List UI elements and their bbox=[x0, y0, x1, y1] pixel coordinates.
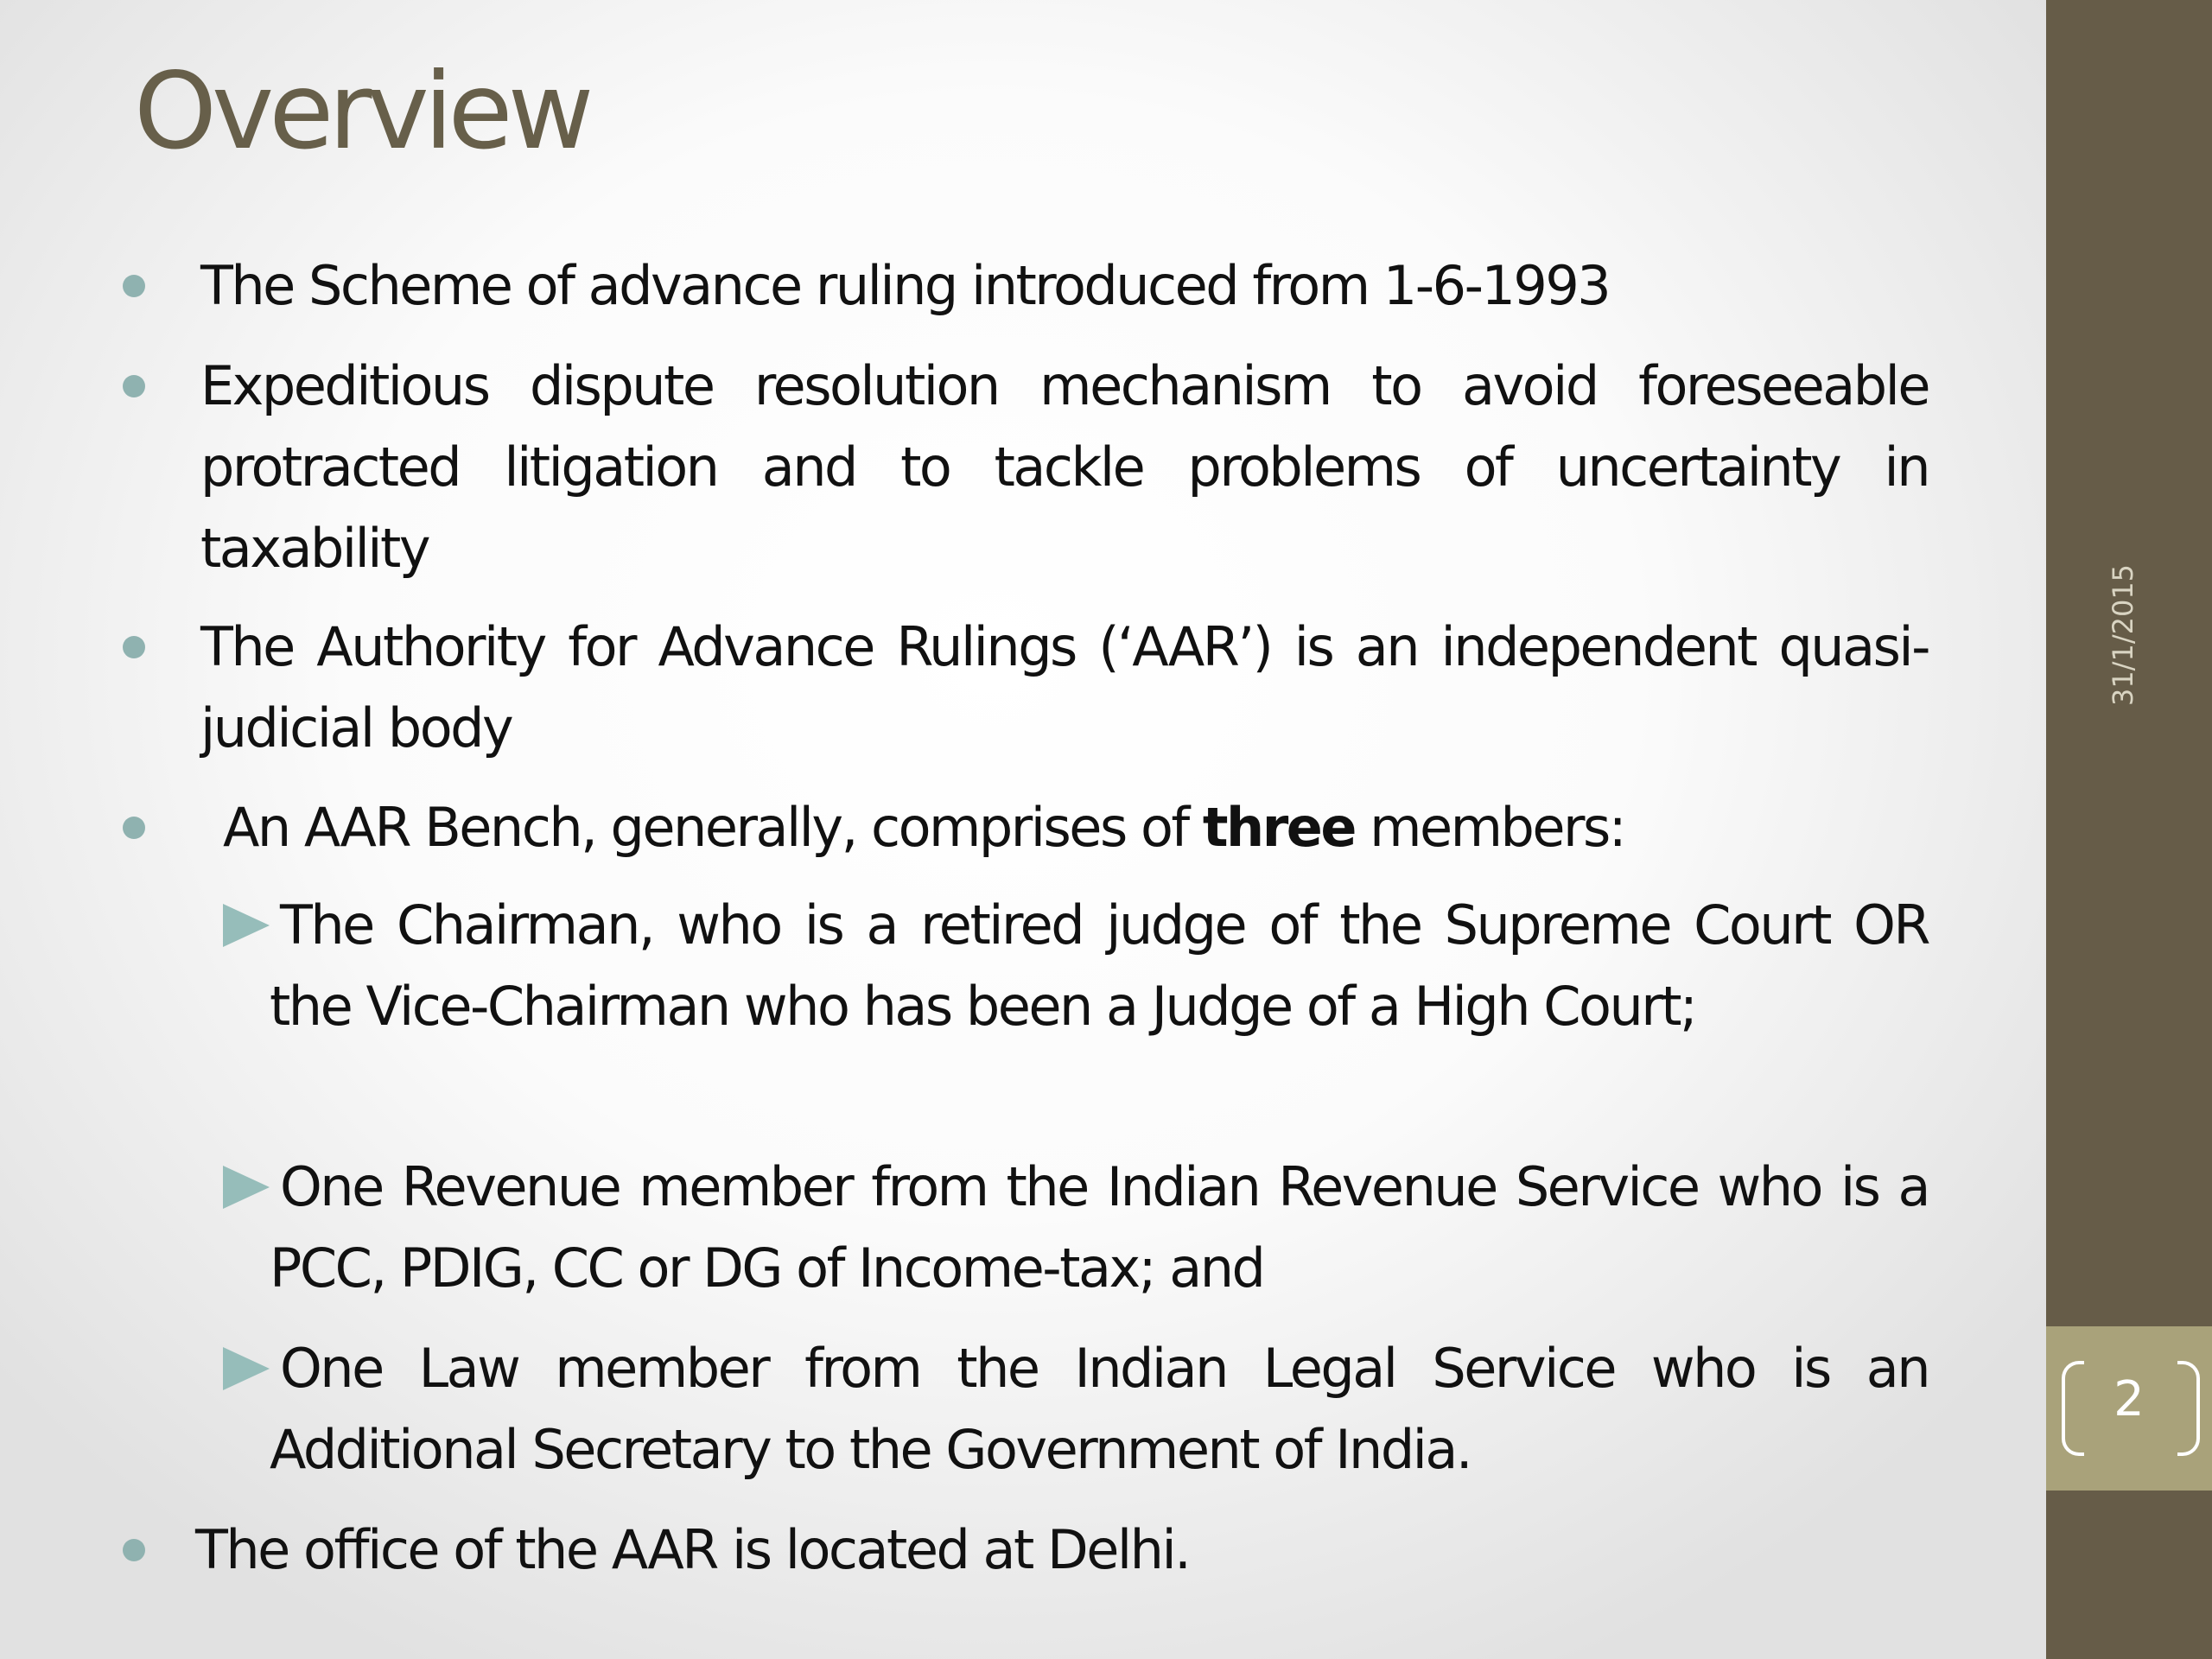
bullet-dot-icon bbox=[123, 275, 145, 297]
bullet-item: Expeditious dispute resolution mechanism to avoid foreseeable protracted litigation and to tackle problems of uncertainty in taxability bbox=[200, 354, 1929, 580]
sub-bullet-item: The Chairman, who is a retired judge of the Supreme Court OR the Vice-Chairman who has been a Judge of a High Court; bbox=[270, 893, 1929, 1038]
arrow-bullet-icon bbox=[223, 904, 270, 947]
page-number-box bbox=[2046, 1326, 2212, 1491]
sub-bullet-item: One Revenue member from the Indian Revenue Service who is a PCC, PDIG, CC or DG of Income-tax; and bbox=[270, 1155, 1929, 1300]
arrow-bullet-icon bbox=[223, 1166, 270, 1209]
bullet-dot-icon bbox=[123, 1539, 145, 1561]
bullet-dot-icon bbox=[123, 636, 145, 658]
bullet-item: The office of the AAR is located at Delhi. bbox=[195, 1518, 1190, 1581]
bullet-dot-icon bbox=[123, 817, 145, 839]
bullet-text-tail: members: bbox=[1354, 796, 1625, 859]
page-number: 2 bbox=[2113, 1371, 2145, 1427]
bullet-item bbox=[223, 787, 1951, 868]
bullet-text-emphasis: three bbox=[1202, 796, 1355, 859]
slide-date: 31/1/2015 bbox=[2107, 563, 2139, 707]
slide-title: Overview bbox=[134, 50, 589, 173]
bullet-item: The Authority for Advance Rulings (‘AAR’) is an independent quasi-judicial body bbox=[200, 615, 1929, 760]
bullet-item: The Scheme of advance ruling introduced from 1-6-1993 bbox=[200, 254, 1610, 317]
arrow-bullet-icon bbox=[223, 1347, 270, 1390]
bullet-text-lead: An AAR Bench, generally, comprises of bbox=[223, 796, 1203, 859]
sub-bullet-item: One Law member from the Indian Legal Service who is an Additional Secretary to the Government of India. bbox=[270, 1337, 1929, 1481]
bullet-dot-icon bbox=[123, 375, 145, 397]
